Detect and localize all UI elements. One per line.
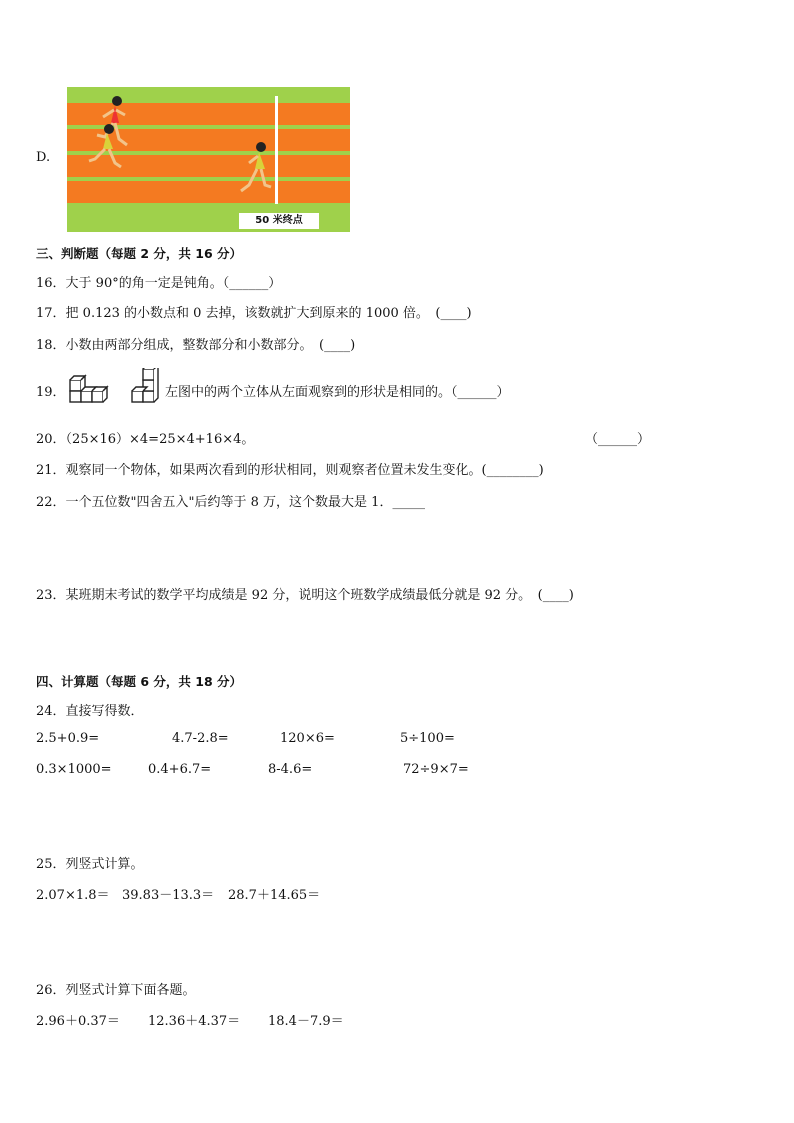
question-19-text: 左图中的两个立体从左面观察到的形状是相同的。（______）: [165, 385, 510, 400]
calc-item: 4.7-2.8=: [172, 731, 229, 746]
section4-title: 四、计算题（每题 6 分，共 18 分）: [36, 674, 243, 689]
question-20-blank: （______）: [585, 432, 651, 447]
question-22: 22．一个五位数"四舍五入"后约等于 8 万，这个数最大是 1．_____: [36, 495, 425, 510]
calc-item: 0.4+6.7=: [148, 762, 212, 777]
question-19-number: 19．: [36, 385, 66, 400]
calc-item: 120×6=: [280, 731, 335, 746]
question-26-title: 26．列竖式计算下面各题。: [36, 983, 196, 998]
cube-figures-icon: [68, 368, 164, 406]
runner-icon: [87, 95, 137, 177]
question-20: 20．（25×16）×4=25×4+16×4。: [36, 432, 255, 447]
question-17: 17．把 0.123 的小数点和 0 去掉，该数就扩大到原来的 1000 倍。 (____): [36, 306, 472, 321]
question-23: 23．某班期末考试的数学平均成绩是 92 分，说明这个班数学成绩最低分就是 92 分。 (____): [36, 588, 574, 603]
finish-line: [275, 96, 278, 204]
calc-item: 2.5+0.9=: [36, 731, 100, 746]
calc-item: 0.3×1000=: [36, 762, 112, 777]
question-25-title: 25．列竖式计算。: [36, 857, 144, 872]
calc-item: 8-4.6=: [268, 762, 313, 777]
running-track-image: [67, 87, 350, 232]
option-d-label: D.: [36, 150, 51, 165]
runner-icon: [235, 141, 275, 205]
calc-item: 5÷100=: [400, 731, 455, 746]
section3-title: 三、判断题（每题 2 分，共 16 分）: [36, 246, 243, 261]
calc-item: 28.7＋14.65＝: [228, 888, 321, 903]
calc-item: 12.36＋4.37＝: [148, 1014, 241, 1029]
finish-label: 50 米终点: [239, 213, 319, 229]
track-lane: [67, 181, 350, 203]
calc-item: 72÷9×7=: [403, 762, 469, 777]
question-18: 18．小数由两部分组成，整数部分和小数部分。 (____): [36, 338, 356, 353]
calc-item: 39.83－13.3＝: [122, 888, 215, 903]
question-24-title: 24．直接写得数．: [36, 704, 144, 719]
calc-item: 2.96＋0.37＝: [36, 1014, 120, 1029]
question-16: 16．大于 90°的角一定是钝角。（______）: [36, 276, 282, 291]
calc-item: 2.07×1.8＝: [36, 888, 110, 903]
question-21: 21．观察同一个物体，如果两次看到的形状相同，则观察者位置未发生变化。(________): [36, 463, 544, 478]
calc-item: 18.4－7.9＝: [268, 1014, 344, 1029]
